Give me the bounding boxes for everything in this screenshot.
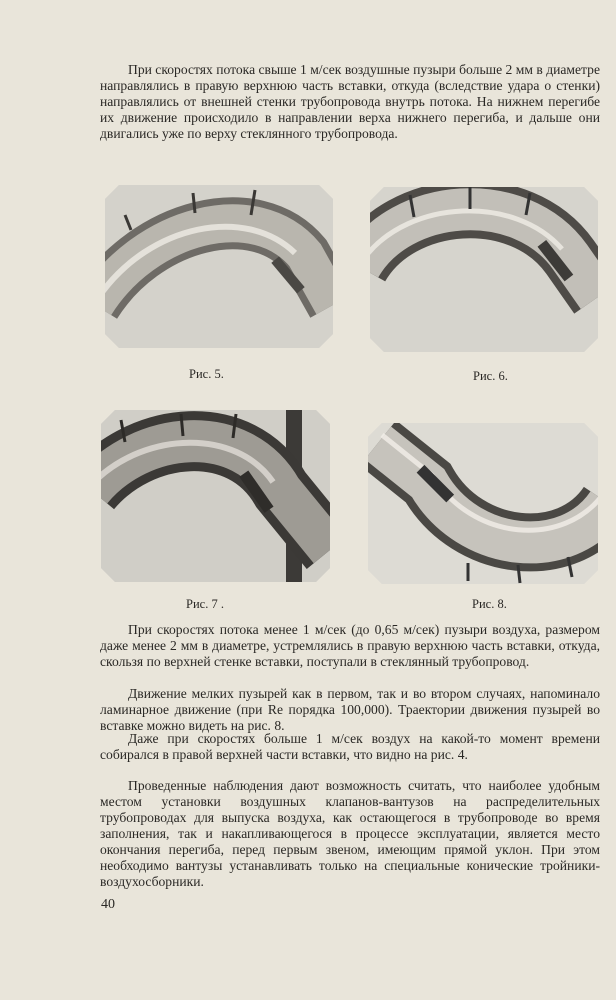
paragraph-high-velocity: При скоростях потока свыше 1 м/сек воздушные пузыри больше 2 мм в диаметре направлялись в правую верхнюю часть вставки, откуда (вследствие удара о стенки) направлялись от внешней стенки трубопровода внутрь потока. На нижнем перегибе их движение происходило в направлении верха нижнего перегиба, и дальше они двигались уже по верху стеклянного трубопровода. <box>100 62 600 141</box>
figure-6-photo <box>370 187 598 352</box>
paragraph-conclusion: Проведенные наблюдения дают возможность считать, что наиболее удобным местом установки воздушных клапанов-вантузов на распределительных трубопроводах для выпуска воздуха, как остающегося в трубопроводе во время заполнения, так и накапливающегося в процессе эксплуатации, является место окончания перегиба, перед первым звеном, имеющим прямой уклон. При этом необходимо вантузы устанавливать только на специальные конические тройники-воздухосборники. <box>100 778 600 889</box>
figure-5-photo <box>105 185 333 348</box>
figure-6-caption: Рис. 6. <box>473 369 508 383</box>
page-number: 40 <box>101 897 115 912</box>
figure-5-caption: Рис. 5. <box>189 367 224 381</box>
figure-8-caption: Рис. 8. <box>472 597 507 611</box>
paragraph-low-velocity: При скоростях потока менее 1 м/сек (до 0,65 м/сек) пузыри воздуха, размером даже менее 2 мм в диаметре, устремлялись в правую верхнюю часть вставки, откуда, скользя по верхней стенке вставки, поступали в стеклянный трубопровод. <box>100 622 600 669</box>
paragraph-laminar-motion: Движение мелких пузырей как в первом, так и во втором случаях, напоминало ламинарное движение (при Re порядка 100,000). Траектории движения пузырей во вставке можно видеть на рис. 8. <box>100 686 600 733</box>
figure-8-photo <box>368 423 598 584</box>
figure-7-caption: Рис. 7 . <box>186 597 224 611</box>
figure-7-photo <box>101 410 330 582</box>
paragraph-air-collection: Даже при скоростях больше 1 м/сек воздух на какой-то момент времени собирался в правой верхней части вставки, что видно на рис. 4. <box>100 731 600 762</box>
